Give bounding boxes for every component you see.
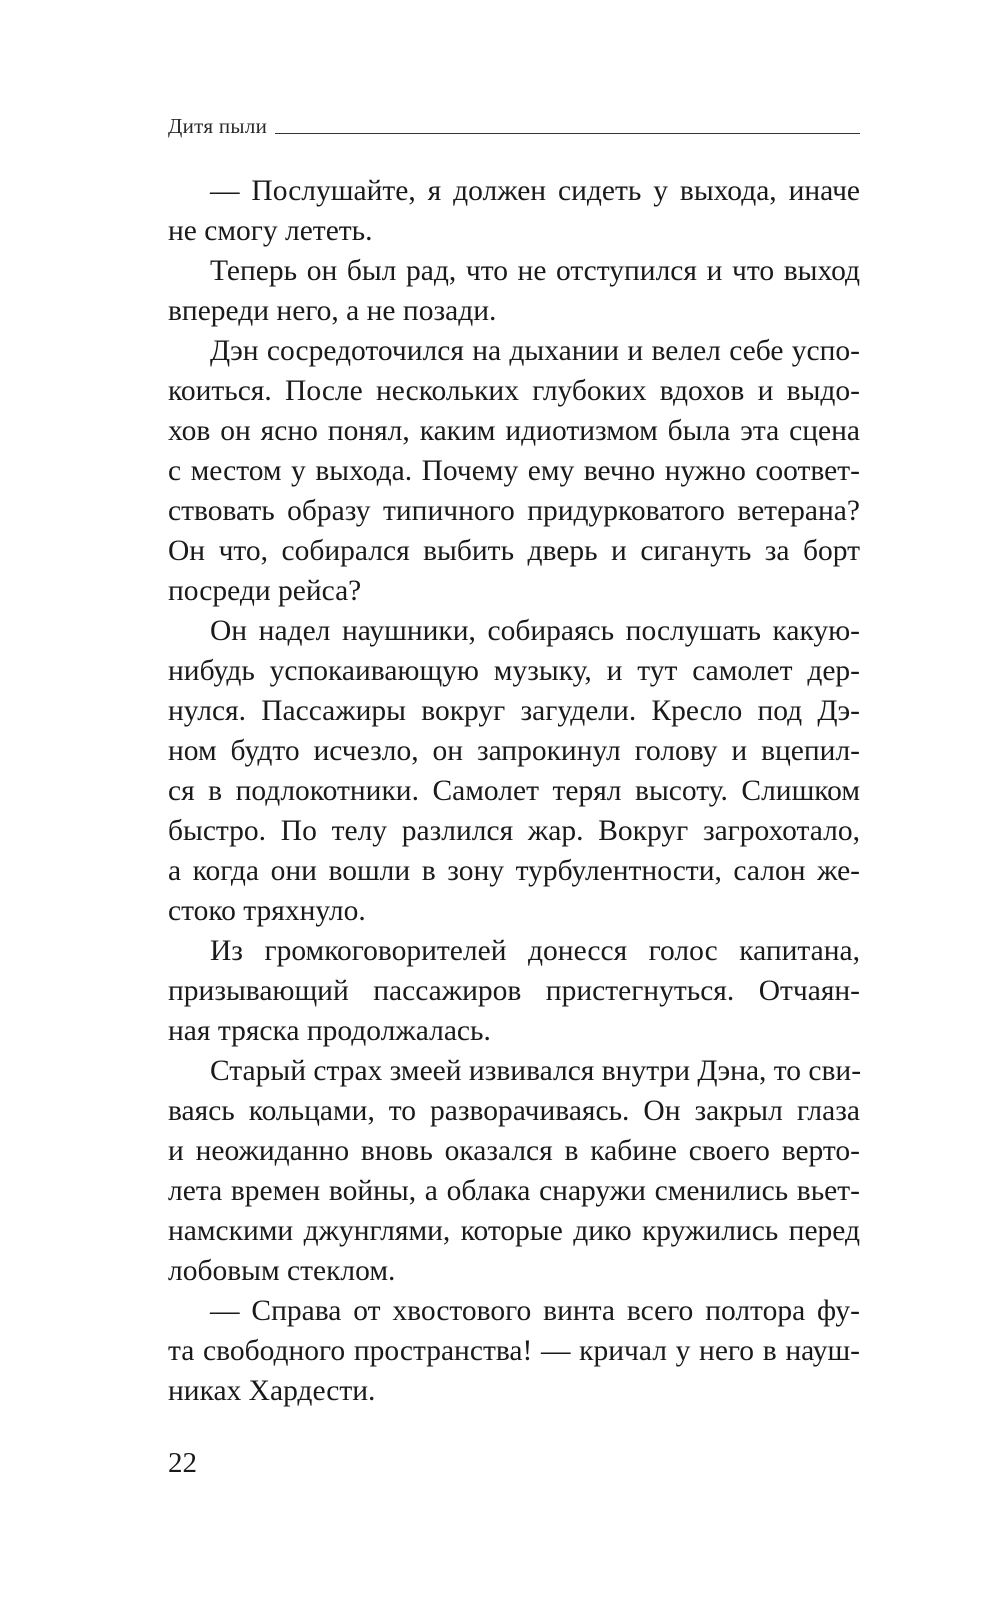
text-line: ном будто исчезло, он запрокинул голову и вцепил- [168, 735, 860, 767]
text-line: и неожиданно вновь оказался в кабине своего верто- [168, 1135, 860, 1167]
paragraph [168, 171, 860, 251]
text-line: Он надел наушники, собираясь послушать какую- [210, 615, 860, 647]
text-line: — Справа от хвостового винта всего полтора фу- [210, 1295, 860, 1327]
text-line: ваясь кольцами, то разворачиваясь. Он закрыл глаза [168, 1095, 860, 1127]
paragraph [168, 1291, 860, 1411]
text-line: стоко тряхнуло. [168, 895, 366, 927]
paragraph [168, 251, 860, 331]
text-line: посреди рейса? [168, 575, 362, 607]
text-line: призывающий пассажиров пристегнуться. Отчаян- [168, 975, 860, 1007]
text-line: Теперь он был рад, что не отступился и что выход [210, 255, 860, 287]
text-line: — Послушайте, я должен сидеть у выхода, иначе [210, 175, 860, 207]
text-line: с местом у выхода. Почему ему вечно нужно соответ- [168, 455, 860, 487]
paragraph [168, 331, 860, 611]
text-line: Он что, собирался выбить дверь и сигануть за борт [168, 535, 860, 567]
body-text [168, 171, 860, 1411]
text-line: та свободного пространства! — кричал у него в науш- [168, 1335, 860, 1367]
text-line: Из громкоговорителей донесся голос капитана, [210, 935, 860, 967]
text-line: нибудь успокаивающую музыку, и тут самолет дер- [168, 655, 860, 687]
page-number: 22 [168, 1447, 197, 1479]
running-title: Дитя пыли [168, 114, 268, 138]
text-line: ствовать образу типичного придурковатого ветерана? [168, 495, 860, 527]
text-line: лобовым стеклом. [168, 1255, 396, 1287]
paragraph [168, 1051, 860, 1291]
text-line: впереди него, а не позади. [168, 295, 497, 327]
text-line: Дэн сосредоточился на дыхании и велел себе успо- [210, 335, 860, 367]
text-line: ная тряска продолжалась. [168, 1015, 491, 1047]
text-line: а когда они вошли в зону турбулентности, салон же- [168, 855, 860, 887]
text-line: намскими джунглями, которые дико кружились перед [168, 1215, 860, 1247]
running-header [168, 116, 860, 137]
paragraph [168, 611, 860, 931]
paragraph [168, 931, 860, 1051]
text-line: быстро. По телу разлился жар. Вокруг загрохотало, [168, 815, 860, 847]
header-rule [275, 133, 860, 134]
text-line: ся в подлокотники. Самолет терял высоту. Слишком [168, 775, 860, 807]
book-page [168, 0, 860, 1615]
text-line: хов он ясно понял, каким идиотизмом была эта сцена [168, 415, 860, 447]
text-line: никах Хардести. [168, 1375, 376, 1407]
text-line: лета времен войны, а облака снаружи сменились вьет- [168, 1175, 860, 1207]
text-line: нулся. Пассажиры вокруг загудели. Кресло под Дэ- [168, 695, 860, 727]
text-line: не смогу лететь. [168, 215, 373, 247]
text-line: Старый страх змеей извивался внутри Дэна, то сви- [210, 1055, 862, 1087]
text-line: коиться. После нескольких глубоких вдохов и выдо- [168, 375, 860, 407]
